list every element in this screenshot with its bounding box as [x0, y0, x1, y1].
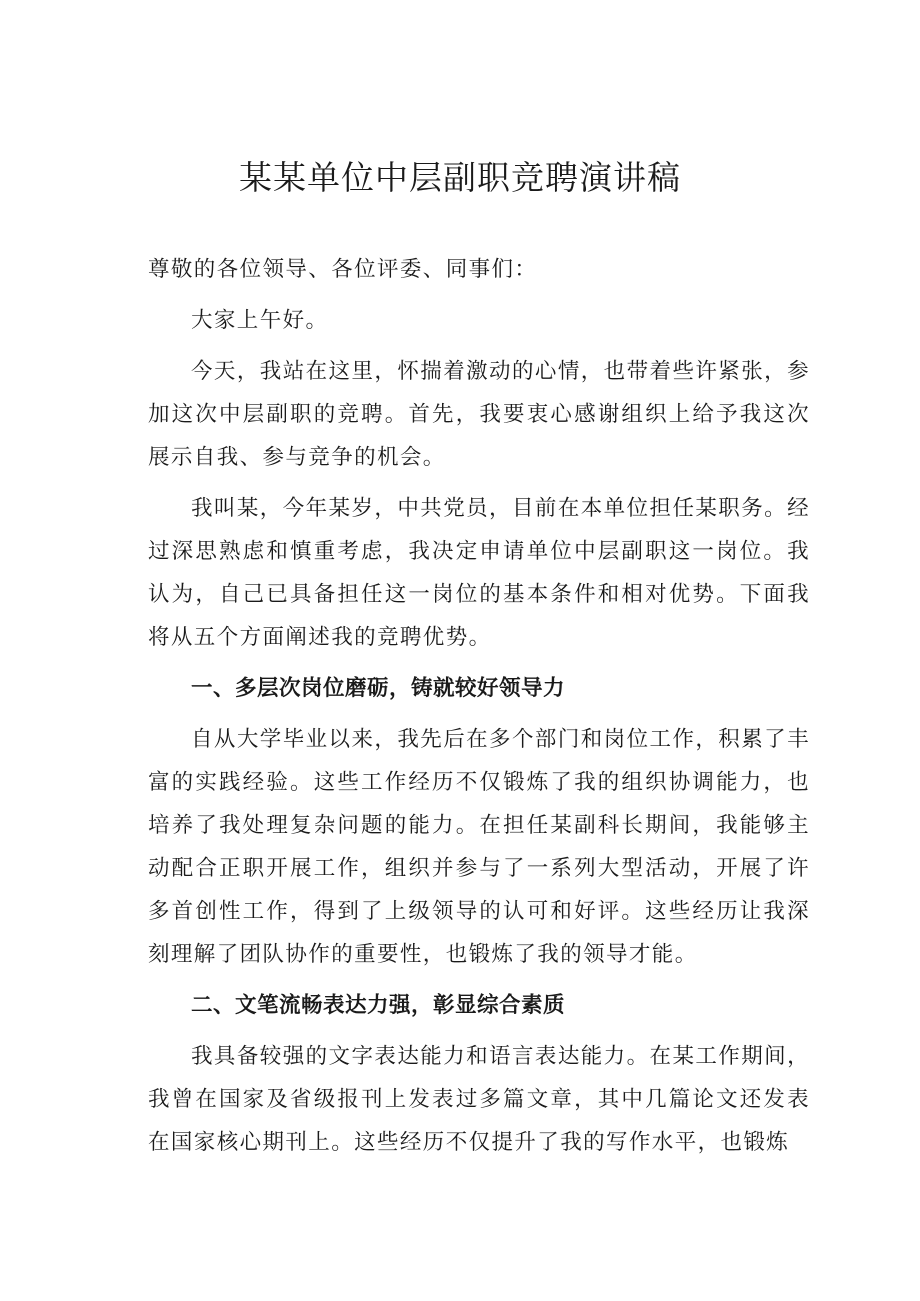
section-2-heading: 二、文笔流畅表达力强，彰显综合素质 [191, 993, 566, 1018]
document-title: 某某单位中层副职竞聘演讲稿 [239, 158, 681, 197]
salutation: 尊敬的各位领导、各位评委、同事们： [148, 257, 538, 282]
section-2-paragraph: 我具备较强的文字表达能力和语言表达能力。在某工作期间，我曾在国家及省级报刊上发表过多篇文章，其中几篇论文还发表在国家核心期刊上。这些经历不仅提升了我的写作水平，也锻炼 [148, 1044, 810, 1155]
self-introduction-paragraph: 我叫某，今年某岁，中共党员，目前在本单位担任某职务。经过深思熟虑和慎重考虑，我决定申请单位中层副职这一岗位。我认为，自己已具备担任这一岗位的基本条件和相对优势。下面我将从五个方面阐述我的竞聘优势。 [148, 496, 810, 650]
section-1-paragraph: 自从大学毕业以来，我先后在多个部门和岗位工作，积累了丰富的实践经验。这些工作经历不仅锻炼了我的组织协调能力，也培养了我处理复杂问题的能力。在担任某副科长期间，我能够主动配合正职开展工作，组织并参与了一系列大型活动，开展了许多首创性工作，得到了上级领导的认可和好评。这些经历让我深刻理解了团队协作的重要性，也锻炼了我的领导才能。 [148, 727, 810, 967]
document-body [148, 248, 810, 1172]
section-1-heading: 一、多层次岗位磨砺，铸就较好领导力 [191, 676, 566, 701]
intro-paragraph: 今天，我站在这里，怀揣着激动的心情，也带着些许紧张，参加这次中层副职的竞聘。首先，我要衷心感谢组织上给予我这次展示自我、参与竞争的机会。 [148, 359, 810, 470]
greeting-paragraph: 大家上午好。 [191, 308, 329, 333]
